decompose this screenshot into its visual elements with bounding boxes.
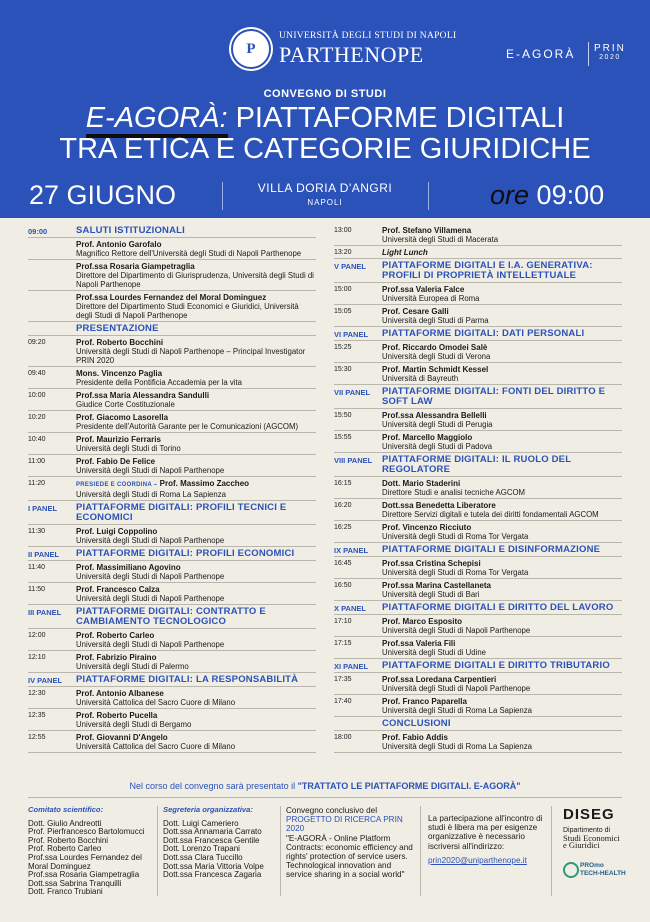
- entry-time: [28, 291, 76, 321]
- entry-content: [76, 433, 316, 454]
- program-entry: [334, 477, 622, 499]
- entry-content: [382, 246, 622, 258]
- event-date: 27 GIUGNO: [29, 180, 177, 210]
- entry-time: 12:55: [28, 734, 46, 741]
- entry-time: 11:00: [28, 458, 45, 465]
- speaker-affiliation: Università degli Studi di Bari: [382, 590, 480, 599]
- entry-content: [382, 673, 622, 694]
- program-entry: [334, 246, 622, 259]
- entry-time: 15:55: [334, 434, 352, 441]
- section-title: PIATTAFORME DIGITALI: PROFILI ECONOMICI: [76, 548, 295, 559]
- entry-content: [382, 615, 622, 636]
- entry-content: [382, 431, 622, 452]
- entry-time: 15:05: [334, 308, 352, 315]
- program-entry: [334, 637, 622, 659]
- program-entry: [28, 709, 316, 731]
- committee-member: Dott. Giulio Andreotti: [28, 818, 102, 828]
- presiede-label: PRESIEDE E COORDINA –: [76, 482, 158, 488]
- entry-time: 11:40: [28, 564, 45, 571]
- speaker-affiliation: Università degli Studi di Napoli Parthenope: [382, 684, 531, 693]
- speaker-affiliation: Università degli Studi di Napoli Parthenope: [76, 572, 225, 581]
- program-entry: [28, 629, 316, 651]
- speaker-affiliation: Università degli Studi di Napoli Parthenope: [76, 640, 225, 649]
- entry-time: [28, 260, 76, 290]
- registration-info: [428, 814, 546, 865]
- entry-time: 11:50: [28, 586, 45, 593]
- section-label: VII PANEL: [334, 388, 371, 397]
- program-entry: [28, 367, 316, 389]
- speaker-affiliation: Università degli Studi di Napoli Parthenope: [76, 594, 225, 603]
- speaker-affiliation: Università degli Studi di Roma Tor Vergata: [382, 568, 529, 577]
- section-label: XI PANEL: [334, 662, 369, 671]
- speaker-name: Prof. Roberto Carleo: [76, 631, 155, 640]
- speaker-name: Prof. Riccardo Omodei Salè: [382, 343, 488, 352]
- entry-time: 17:40: [334, 698, 352, 705]
- entry-time: 15:30: [334, 366, 352, 373]
- speaker-affiliation: Università degli Studi di Napoli Parthenope – Principal Investigator PRIN 2020: [76, 347, 306, 365]
- program-entry: [28, 238, 316, 260]
- event-time: [490, 180, 604, 211]
- entry-time: 17:15: [334, 640, 352, 647]
- entry-time: 10:40: [28, 436, 46, 443]
- header-banner: [0, 0, 650, 218]
- speaker-name: Prof. Fabio De Felice: [76, 457, 156, 466]
- section-header: [334, 453, 622, 477]
- speaker-affiliation: Università Cattolica del Sacro Cuore di Milano: [76, 742, 236, 751]
- promo-line2: TECH-HEALTH: [580, 869, 626, 877]
- title-line2: TRA ETICA E CATEGORIE GIURIDICHE: [59, 133, 591, 165]
- speaker-affiliation: Università degli Studi di Napoli Parthenope: [382, 626, 531, 635]
- prin-label: PRIN: [594, 43, 626, 54]
- section-header: [334, 543, 622, 557]
- title-eagora-text: E-AGORÀ:: [85, 102, 228, 134]
- entry-time: 18:00: [334, 734, 352, 741]
- prin-year: 2020: [599, 54, 621, 61]
- speaker-affiliation: Università degli Studi di Palermo: [76, 662, 189, 671]
- conv-line1: Convegno conclusivo del: [286, 806, 378, 815]
- entry-content: [382, 521, 622, 542]
- program-entry: [334, 224, 622, 246]
- entry-content: [76, 455, 316, 476]
- committee-member: Prof. Roberto Bocchini: [28, 835, 109, 845]
- speaker-affiliation: Direttore del Dipartimento di Giurisprudenza, Università degli Studi di Napoli Parthenope: [76, 271, 314, 289]
- entry-content: [76, 651, 316, 672]
- entry-content: [382, 283, 622, 304]
- program-entry: [28, 389, 316, 411]
- speaker-name: Prof.ssa Valeria Falce: [382, 285, 465, 294]
- program-entry: [334, 673, 622, 695]
- entry-content: [382, 363, 622, 384]
- program-entry: [28, 561, 316, 583]
- entry-content: [76, 525, 316, 546]
- eagora-logo: E-AGORÀ: [506, 47, 576, 61]
- committee-member: Dott. Franco Trubiani: [28, 887, 103, 897]
- program-entry: [28, 411, 316, 433]
- speaker-name: Prof. Antonio Albanese: [76, 689, 164, 698]
- program-entry: [28, 291, 316, 322]
- diseg-logo-text: DISEG: [563, 806, 615, 823]
- trattato-notice: [0, 781, 650, 791]
- speaker-name: Prof. Marco Esposito: [382, 617, 463, 626]
- section-label: 09:00: [28, 227, 48, 236]
- entry-time: 11:20: [28, 480, 45, 487]
- venue-city: NAPOLI: [307, 198, 343, 207]
- entry-content: [382, 499, 622, 520]
- speaker-name: Prof. Giovanni D'Angelo: [76, 733, 168, 742]
- speaker-name: Dott. Mario Staderini: [382, 479, 461, 488]
- program-entry: [334, 283, 622, 305]
- entry-content: [76, 367, 316, 388]
- speaker-name: Dott.ssa Benedetta Liberatore: [382, 501, 496, 510]
- registration-text: La partecipazione all'incontro di studi è libera ma per esigenze organizzative è necessario iscriversi all'indirizzo:: [428, 814, 543, 851]
- entry-time: 12:30: [28, 690, 46, 697]
- speaker-affiliation: Università Cattolica del Sacro Cuore di Milano: [76, 698, 236, 707]
- title-line1: PIATTAFORME DIGITALI: [235, 102, 565, 134]
- speaker-affiliation: Università degli Studi di Napoli Parthenope: [76, 466, 225, 475]
- section-label: VIII PANEL: [334, 456, 373, 465]
- entry-time: 16:50: [334, 582, 352, 589]
- committee-member: Prof. Roberto Carleo: [28, 844, 102, 854]
- entry-content: [76, 583, 316, 604]
- university-seal-icon: P: [229, 27, 273, 71]
- speaker-name: Prof. Stefano Villamena: [382, 226, 472, 235]
- entry-time: 17:35: [334, 676, 352, 683]
- program-entry: [28, 583, 316, 605]
- program-entry: [334, 341, 622, 363]
- divider: [428, 182, 429, 210]
- entry-content: [76, 291, 316, 321]
- entry-content: [76, 731, 316, 752]
- committee-member: Dott.ssa Clara Tuccillo: [163, 852, 243, 862]
- program-entry: [334, 431, 622, 453]
- committee-member: Dott. Luigi Cameriero: [163, 818, 239, 828]
- section-header: [334, 659, 622, 673]
- speaker-affiliation: Presidente dell'Autorità Garante per le Comunicazioni (AGCOM): [76, 422, 299, 431]
- speaker-affiliation: Direttore del Dipartimento Studi Economici e Giuridici, Università degli Studi di Napoli Parthenope: [76, 302, 299, 320]
- section-header: [28, 547, 316, 561]
- program-entry: [334, 695, 622, 717]
- entry-content: [76, 260, 316, 290]
- program-entry: [334, 499, 622, 521]
- section-title: PIATTAFORME DIGITALI E I.A. GENERATIVA: PROFILI DI PROPRIETÀ INTELLETTUALE: [382, 260, 593, 281]
- program-entry: [334, 409, 622, 431]
- entry-content: [76, 336, 316, 366]
- section-header: [334, 717, 622, 731]
- speaker-name: Prof.ssa Loredana Carpentieri: [382, 675, 497, 684]
- speaker-affiliation: Giudice Corte Costituzionale: [76, 400, 175, 409]
- section-label: II PANEL: [28, 550, 60, 559]
- diseg-subtitle: [563, 827, 633, 850]
- entry-time: 16:15: [334, 480, 352, 487]
- conv-text: "E-AGORÀ - Online Platform Contracts: economic efficiency and rights' protection of service users. Technological innovation and service sharing in a social world": [286, 833, 413, 880]
- time-prefix: ore: [490, 180, 530, 210]
- section-header: [28, 673, 316, 687]
- speaker-name: Prof.ssa Rosaria Giampetraglia: [76, 262, 195, 271]
- section-title: PIATTAFORME DIGITALI: IL RUOLO DEL REGOLATORE: [382, 454, 572, 475]
- entry-content: [382, 637, 622, 658]
- section-label: VI PANEL: [334, 330, 369, 339]
- speaker-affiliation: Direttore Servizi digitali e tutela dei diritti fondamentali AGCOM: [382, 510, 599, 519]
- speaker-name: Prof. Martin Schmidt Kessel: [382, 365, 489, 374]
- entry-time: 09:40: [28, 370, 46, 377]
- speaker-name: Prof. Roberto Pucella: [76, 711, 158, 720]
- speaker-affiliation: Università degli Studi di Udine: [382, 648, 487, 657]
- section-title: PIATTAFORME DIGITALI: FONTI DEL DIRITTO E SOFT LAW: [382, 386, 606, 407]
- speaker-name: Prof. Franco Paparella: [382, 697, 467, 706]
- event-type: CONVEGNO DI STUDI: [263, 88, 387, 100]
- speaker-name: Prof. Fabio Addis: [382, 733, 448, 742]
- speaker-name-text: Prof. Massimo Zaccheo: [159, 479, 250, 488]
- section-title: PIATTAFORME DIGITALI: CONTRATTO E CAMBIAMENTO TECNOLOGICO: [76, 606, 266, 627]
- section-label: III PANEL: [28, 608, 62, 617]
- diseg-logo: [563, 806, 633, 850]
- speaker-affiliation: Università degli Studi di Torino: [76, 444, 181, 453]
- footer-column-divider: [280, 806, 281, 896]
- entry-content: [382, 477, 622, 498]
- university-name-line1: UNIVERSITÀ DEGLI STUDI DI NAPOLI: [279, 31, 457, 41]
- entry-time: 09:20: [28, 339, 46, 346]
- entry-time: 16:25: [334, 524, 352, 531]
- committee-member: Dott.ssa Sabrina Tranquilli: [28, 878, 122, 888]
- speaker-affiliation: Università di Bayreuth: [382, 374, 459, 383]
- speaker-name: Prof.ssa Lourdes Fernandez del Moral Dominguez: [76, 293, 267, 302]
- speaker-affiliation: Presidente della Pontificia Accademia per la vita: [76, 378, 242, 387]
- entry-time: 17:10: [334, 618, 352, 625]
- speaker-affiliation: Università degli Studi di Macerata: [382, 235, 499, 244]
- speaker-affiliation: Direttore Studi e analisi tecniche AGCOM: [382, 488, 526, 497]
- event-venue: [250, 181, 400, 207]
- entry-content: [382, 341, 622, 362]
- section-header: [28, 501, 316, 525]
- project-description: [286, 806, 416, 880]
- section-title: PIATTAFORME DIGITALI: PROFILI TECNICI E ECONOMICI: [76, 502, 287, 523]
- program-entry: [334, 731, 622, 753]
- speaker-name: Prof. Giacomo Lasorella: [76, 413, 169, 422]
- speaker-name: Prof. Vincenzo Ricciuto: [382, 523, 472, 532]
- section-header: [334, 259, 622, 283]
- speaker-name: Prof.ssa Alessandra Bellelli: [382, 411, 487, 420]
- speaker-affiliation: Università degli Studi di Padova: [382, 442, 493, 451]
- speaker-affiliation: Università degli Studi di Roma Tor Vergata: [382, 532, 529, 541]
- entry-content: [382, 731, 622, 752]
- comitato-list: [28, 820, 148, 897]
- section-header: [334, 385, 622, 409]
- program-entry: [28, 525, 316, 547]
- entry-time: 15:25: [334, 344, 352, 351]
- program-entry: [28, 731, 316, 753]
- program-entry: [334, 579, 622, 601]
- logo-divider: [588, 42, 589, 66]
- program-entry: [28, 651, 316, 673]
- committee-member: Prof.ssa Lourdes Fernandez del Moral Dominguez: [28, 852, 142, 871]
- speaker-affiliation: Magnifico Rettore dell'Università degli Studi di Napoli Parthenope: [76, 249, 302, 258]
- entry-content: [76, 389, 316, 410]
- promo-line1: PROmo: [580, 862, 604, 869]
- speaker-name: Prof. Marcello Maggiolo: [382, 433, 473, 442]
- section-label: I PANEL: [28, 504, 58, 513]
- section-title: SALUTI ISTITUZIONALI: [76, 225, 186, 236]
- section-header: [28, 605, 316, 629]
- time-value: 09:00: [536, 180, 605, 210]
- entry-content: [76, 477, 316, 500]
- committee-member: Dott.ssa Annamaria Carrato: [163, 827, 262, 837]
- section-header: [334, 601, 622, 615]
- comitato-heading: Comitato scientifico:: [28, 805, 104, 814]
- entry-content: [76, 709, 316, 730]
- diseg-sub2: Studi Economici: [563, 832, 620, 843]
- section-title: CONCLUSIONI: [382, 718, 451, 729]
- speaker-name: Prof.ssa Valeria Fili: [382, 639, 456, 648]
- section-label: [28, 322, 76, 335]
- entry-content: [76, 411, 316, 432]
- committee-member: Dott.ssa Maria Vittoria Volpe: [163, 861, 264, 871]
- entry-content: [76, 687, 316, 708]
- event-title: [0, 103, 650, 165]
- entry-time: 13:00: [334, 227, 352, 234]
- entry-content: [382, 557, 622, 578]
- entry-time: 15:00: [334, 286, 352, 293]
- program-entry: [334, 557, 622, 579]
- program-right-column: [334, 224, 622, 753]
- program-entry: [28, 477, 316, 501]
- conv-line2: PROGETTO DI RICERCA PRIN 2020: [286, 815, 403, 834]
- section-title: PIATTAFORME DIGITALI E DIRITTO DEL LAVORO: [382, 602, 614, 613]
- footer-column-divider: [551, 806, 552, 896]
- speaker-name: Prof.ssa Maria Alessandra Sandulli: [76, 391, 210, 400]
- program-entry: [334, 305, 622, 327]
- divider: [222, 182, 223, 210]
- segreteria-list: [163, 820, 278, 880]
- entry-time: 12:35: [28, 712, 46, 719]
- speaker-affiliation: Università degli Studi di Perugia: [382, 420, 493, 429]
- entry-time: 10:20: [28, 414, 46, 421]
- registration-email-link[interactable]: prin2020@uniparthenope.it: [428, 855, 527, 865]
- entry-time: 10:00: [28, 392, 46, 399]
- speaker-affiliation: Università degli Studi di Bergamo: [76, 720, 192, 729]
- speaker-name: Prof. Cesare Galli: [382, 307, 449, 316]
- entry-time: 16:20: [334, 502, 352, 509]
- segreteria-organizzativa: [163, 806, 278, 880]
- program-entry: [334, 521, 622, 543]
- committee-member: Prof. Pierfrancesco Bartolomucci: [28, 827, 145, 837]
- entry-time: 12:10: [28, 654, 46, 661]
- committee-member: Dott.ssa Francesca Zagaria: [163, 870, 262, 880]
- section-title: PRESENTAZIONE: [76, 323, 159, 334]
- section-label: V PANEL: [334, 262, 366, 271]
- speaker-name: Prof. Fabrizio Piraino: [76, 653, 157, 662]
- committee-member: Dott. Lorenzo Trapani: [163, 844, 240, 854]
- entry-content: [76, 238, 316, 259]
- speaker-affiliation: Università Europea di Roma: [382, 294, 480, 303]
- speaker-affiliation: Università degli Studi di Verona: [382, 352, 491, 361]
- section-header: [28, 322, 316, 336]
- segreteria-heading: Segreteria organizzativa:: [163, 805, 253, 814]
- entry-time: 15:50: [334, 412, 352, 419]
- entry-time: 12:00: [28, 632, 46, 639]
- trattato-prefix: Nel corso del convegno sarà presentato il: [129, 781, 298, 791]
- lunch-label: Light Lunch: [382, 248, 428, 257]
- program-entry: [28, 687, 316, 709]
- speaker-name: Prof. Maurizio Ferraris: [76, 435, 161, 444]
- speaker-affiliation: Università degli Studi di Roma La Sapienza: [76, 490, 226, 499]
- speaker-affiliation: Università degli Studi di Napoli Parthenope: [76, 536, 225, 545]
- section-label: IX PANEL: [334, 546, 369, 555]
- committee-member: Dott.ssa Francesca Gentile: [163, 835, 260, 845]
- prin-logo: [594, 43, 626, 61]
- section-header: [28, 224, 316, 238]
- entry-time: 16:45: [334, 560, 352, 567]
- entry-time: 11:30: [28, 528, 45, 535]
- section-title: PIATTAFORME DIGITALI E DIRITTO TRIBUTARIO: [382, 660, 610, 671]
- section-label: [334, 717, 382, 730]
- footer-column-divider: [420, 806, 421, 896]
- venue-name: VILLA DORIA D'ANGRI: [257, 181, 393, 195]
- diseg-sub3: e Giuridici: [563, 840, 600, 851]
- promo-text: [580, 862, 626, 877]
- entry-content: [382, 695, 622, 716]
- speaker-affiliation: Università degli Studi di Parma: [382, 316, 489, 325]
- program-entry: [28, 260, 316, 291]
- program-entry: [334, 363, 622, 385]
- speaker-name: Prof. Luigi Coppolino: [76, 527, 158, 536]
- speaker-name: Prof. Antonio Garofalo: [76, 240, 162, 249]
- entry-time: 13:20: [334, 249, 352, 256]
- diseg-sub1: Dipartimento di: [563, 827, 611, 834]
- footer-column-divider: [157, 806, 158, 896]
- speaker-name: Prof.ssa Cristina Schepisi: [382, 559, 481, 568]
- section-title: PIATTAFORME DIGITALI: DATI PERSONALI: [382, 328, 585, 339]
- footer-divider: [28, 797, 622, 798]
- university-name-line2: PARTHENOPE: [279, 42, 424, 67]
- section-title: PIATTAFORME DIGITALI E DISINFORMAZIONE: [382, 544, 601, 555]
- program-entry: [28, 336, 316, 367]
- entry-content: [76, 629, 316, 650]
- comitato-scientifico: [28, 806, 148, 897]
- program-left-column: [28, 224, 316, 753]
- section-header: [334, 327, 622, 341]
- speaker-name: Prof. Massimiliano Agovino: [76, 563, 181, 572]
- program-entry: [28, 433, 316, 455]
- entry-content: [76, 561, 316, 582]
- entry-time: [28, 238, 76, 259]
- speaker-name: Prof.ssa Marina Castellaneta: [382, 581, 491, 590]
- entry-content: [382, 305, 622, 326]
- entry-content: [382, 409, 622, 430]
- speaker-name: Prof. Roberto Bocchini: [76, 338, 164, 347]
- program-entry: [334, 615, 622, 637]
- program-entry: [28, 455, 316, 477]
- speaker-name: Prof. Francesco Calza: [76, 585, 160, 594]
- speaker-affiliation: Università degli Studi di Roma La Sapienza: [382, 706, 532, 715]
- entry-content: [382, 224, 622, 245]
- committee-member: Prof.ssa Rosaria Giampetraglia: [28, 870, 140, 880]
- speaker-name: [76, 479, 316, 490]
- entry-content: [382, 579, 622, 600]
- trattato-title: "TRATTATO LE PIATTAFORME DIGITALI. E-AGORÀ": [297, 781, 521, 791]
- section-title: PIATTAFORME DIGITALI: LA RESPONSABILITÀ: [76, 674, 299, 685]
- promo-circle-icon: [563, 862, 579, 878]
- speaker-name: Mons. Vincenzo Paglia: [76, 369, 163, 378]
- promo-tech-health-logo: [563, 860, 631, 890]
- section-label: IV PANEL: [28, 676, 63, 685]
- speaker-affiliation: Università degli Studi di Roma La Sapienza: [382, 742, 532, 751]
- section-label: X PANEL: [334, 604, 366, 613]
